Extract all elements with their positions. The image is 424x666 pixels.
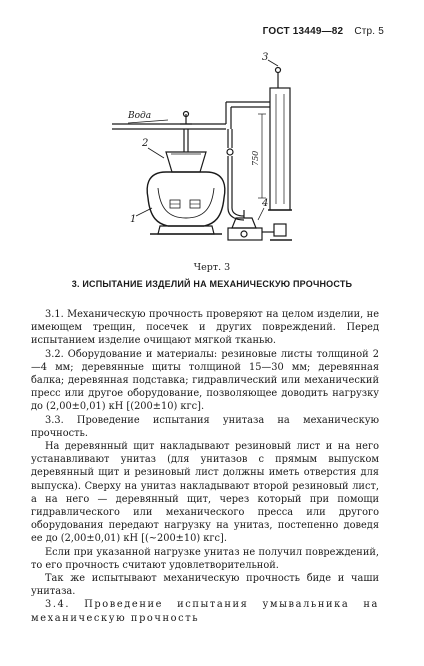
water-label: Вода: [128, 111, 152, 121]
water-inlet-pipe: [112, 120, 226, 129]
flush-funnel: [166, 152, 206, 172]
callout-2: 2: [142, 138, 149, 149]
paragraph-3-4: 3.4. Проведение испытания умывальника на механическую прочность: [31, 599, 379, 624]
paragraph-3-3: 3.3. Проведение испытания унитаза на механическую прочность.: [31, 414, 379, 439]
paragraph-procedure: На деревянный щит накладывают резиновый лист и на него устанавливают унитаз (для унитазов с прямым выпуском деревянный щит и резиновый лист должны иметь отверстия для выпуска). Сверху на унитаз накладывают второй резиновый лист, а на него — деревянный щит, через который при помощи гидравлического или механического пресса или другого оборудования передают нагрузку на унитаз, постепенно доведя ее до (2,00±0,01) кН [(~200±10) кгс].: [31, 441, 379, 545]
supply-tube: [180, 112, 192, 153]
paragraph-3-1: 3.1. Механическую прочность проверяют на целом изделии, не имеющем трещин, посечек и других повреждений. Перед испытанием изделие очищают мягкой тканью.: [31, 309, 379, 347]
paragraph-3-2: 3.2. Оборудование и материалы: резиновые листы толщиной 2—4 мм; деревянные щиты толщиной 15—30 мм; деревянная балка; деревянная подставка; гидравлический или механический пресс или другое оборудование, позволяющее доводить нагрузку до (2,00±0,01) кН [(200±10) кгс].: [31, 348, 379, 413]
callout-4: 4: [262, 198, 269, 209]
height-dimension-label: 750: [251, 150, 260, 166]
test-apparatus-drawing: [0, 48, 424, 258]
toilet-bowl: [147, 172, 225, 234]
paragraph-result: Если при указанной нагрузке унитаз не получил повреждений, то его прочность считают удовлетворительной.: [31, 546, 379, 571]
section-heading: 3. ИСПЫТАНИЕ ИЗДЕЛИЙ НА МЕХАНИЧЕСКУЮ ПРОЧНОСТЬ: [71, 279, 353, 289]
callout-1: 1: [130, 214, 137, 225]
gost-number: ГОСТ 13449—82: [262, 26, 344, 37]
document-body: [31, 308, 379, 625]
figure-caption: Черт. 3: [193, 262, 231, 273]
page-header: [263, 26, 384, 37]
measuring-column: [258, 68, 292, 211]
page-number: Стр. 5: [354, 26, 384, 37]
callout-3: 3: [262, 52, 269, 63]
pressure-vessel: [228, 210, 292, 240]
paragraph-bidet: Так же испытывают механическую прочность биде и чаши унитаза.: [31, 573, 379, 598]
callout-leaders: [136, 60, 278, 220]
